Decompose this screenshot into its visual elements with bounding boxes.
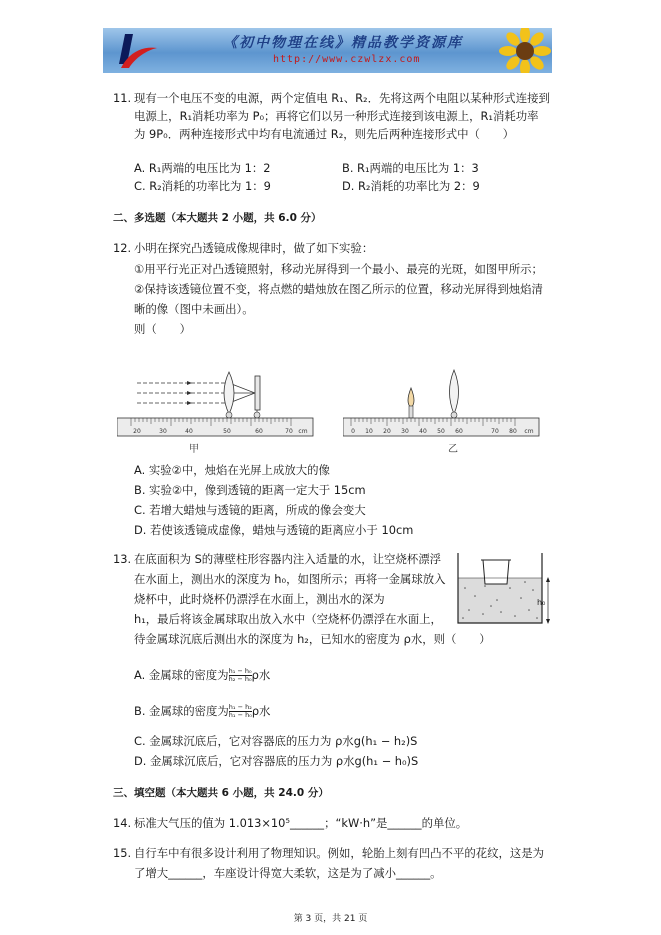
q11-option-c[interactable]: C. R₂消耗的功率比为 1：9 [134,179,271,193]
fraction-denominator: h₁ − h₀ [228,711,252,719]
q13-option-c[interactable]: C. 金属球沉底后，它对容器底的压力为 ρ水g(h₁ − h₂)S [134,734,418,748]
q13-line-3: 烧杯中，此时烧杯仍漂浮在水面上，测出水的深为 [134,592,385,606]
q12-option-b[interactable]: B. 实验②中，像到透镜的距离一定大于 15cm [134,483,366,497]
figure-label-jia: 甲 [189,444,199,455]
ruler-b-tick: 30 [401,428,409,435]
q13-number: 13. [113,552,132,566]
ruler-b-tick: 80 [509,428,517,435]
q13-option-a-suffix: ρ水 [251,668,271,682]
q12-line-1: 小明在探究凸透镜成像规律时，做了如下实验： [134,241,374,255]
logo-icon [103,28,163,73]
q12-line-2: ①用平行光正对凸透镜照射，移动光屏得到一个最小、最亮的光斑，如图甲所示； [134,262,543,276]
ruler-a-tick: 70 [285,428,293,435]
q11-line-1: 现有一个电压不变的电源，两个定值电 R₁、R₂．先将这两个电阻以某种形式连接到 [134,91,550,105]
section-heading-multiple-choice: 二、多选题（本大题共 2 小题，共 6.0 分） [113,212,322,224]
ruler-b-tick: 50 [437,428,445,435]
q13-line-4: h₁，最后将该金属球取出放入水中（空烧杯仍漂浮在水面上， [134,612,442,626]
fraction-denominator: h₂ − h₀ [228,675,252,683]
page-number: 第 3 页，共 21 页 [293,914,368,924]
figure-container-beaker [455,548,555,628]
q11-option-a[interactable]: A. R₁两端的电压比为 1：2 [134,161,271,175]
q15-number: 15. [113,846,132,860]
figure-candle-lens-setup [343,360,543,460]
ruler-a-tick: cm [298,428,308,435]
ruler-b-tick: 10 [365,428,373,435]
light-screen-shape [255,376,260,410]
floating-cup-shape [483,560,509,584]
q12-line-4: 晰的像（图中未画出）。 [134,302,254,316]
ruler-a-tick: 60 [255,428,263,435]
q13-option-b[interactable] [134,704,270,719]
q12-option-c[interactable]: C. 若增大蜡烛与透镜的距离，所成的像会变大 [134,503,366,517]
ruler-b-tick: 40 [419,428,427,435]
ruler-b-tick: cm [524,428,534,435]
ruler-a-tick: 30 [159,428,167,435]
ruler-b-tick: 20 [383,428,391,435]
figure-label-yi: 乙 [448,444,458,455]
convex-lens-shape [224,372,234,414]
ruler-b-tick: 0 [351,428,355,435]
q15-line-2: 了增大______，车座设计得宽大柔软，这是为了减小______。 [134,866,442,880]
q15-line-1: 自行车中有很多设计利用了物理知识。例如，轮胎上刻有凹凸不平的花纹，这是为 [134,846,545,860]
q13-line-1: 在底面积为 S的薄壁柱形容器内注入适量的水，让空烧杯漂浮 [134,552,442,566]
convex-lens-shape [450,370,459,414]
banner-url[interactable]: http://www.czwlzx.com [273,54,421,65]
section-heading-fill-in: 三、填空题（本大题共 6 小题，共 24.0 分） [113,787,329,799]
q11-option-b[interactable]: B. R₁两端的电压比为 1：3 [342,161,479,175]
ruler-a-tick: 40 [185,428,193,435]
q12-option-d[interactable]: D. 若使该透镜成虚像，蜡烛与透镜的距离应小于 10cm [134,523,414,537]
ruler-a-tick: 50 [223,428,231,435]
q12-line-3: ②保持该透镜位置不变，将点燃的蜡烛放在图乙所示的位置，移动光屏得到烛焰清 [134,282,543,296]
q11-line-2: 电源上，R₁消耗功率为 P₀；再将它们以另一种形式连接到该电源上，R₁消耗功率 [134,109,539,123]
header-banner [103,28,552,73]
q13-option-b-suffix: ρ水 [251,704,271,718]
q13-option-a[interactable] [134,668,270,683]
sunflower-icon [498,28,552,73]
figure-lens-focal-experiment [117,360,317,460]
q12-number: 12. [113,241,132,255]
q13-option-b-prefix: B. 金属球的密度为 [134,704,229,718]
q13-line-5: 待金属球沉底后测出水的深度为 h₂，已知水的密度为 ρ水，则（ ） [134,632,491,646]
ruler-a-tick: 20 [133,428,141,435]
fraction-numerator: h₁ − h₀ [228,667,252,675]
q13-option-b-fraction [229,704,252,719]
q13-option-a-prefix: A. 金属球的密度为 [134,668,229,682]
q13-line-2: 在水面上，测出水的深度为 h₀，如图所示；再将一金属球放入 [134,572,446,586]
h0-label: h₀ [537,598,546,607]
q11-line-3: 为 9P₀．两种连接形式中均有电流通过 R₂，则先后两种连接形式中（ ） [134,127,515,141]
q12-option-a[interactable]: A. 实验②中，烛焰在光屏上成放大的像 [134,463,330,477]
q13-option-d[interactable]: D. 金属球沉底后，它对容器底的压力为 ρ水g(h₁ − h₀)S [134,754,419,768]
water-region [458,578,542,623]
q11-option-d[interactable]: D. R₂消耗的功率比为 2：9 [342,179,480,193]
q14-number: 14. [113,816,132,830]
q14-text: 标准大气压的值为 1.013×10⁵______；“kW·h”是______的单位。 [134,816,468,830]
q11-number: 11. [113,91,132,105]
fraction-numerator: h₁ − h₂ [228,703,252,711]
q12-line-5: 则（ ） [134,322,191,336]
q13-option-a-fraction [229,668,252,683]
candle-shape [409,406,413,418]
ruler-b-tick: 60 [455,428,463,435]
ruler-b-tick: 70 [491,428,499,435]
banner-title: 《初中物理在线》精品教学资源库 [223,35,463,51]
